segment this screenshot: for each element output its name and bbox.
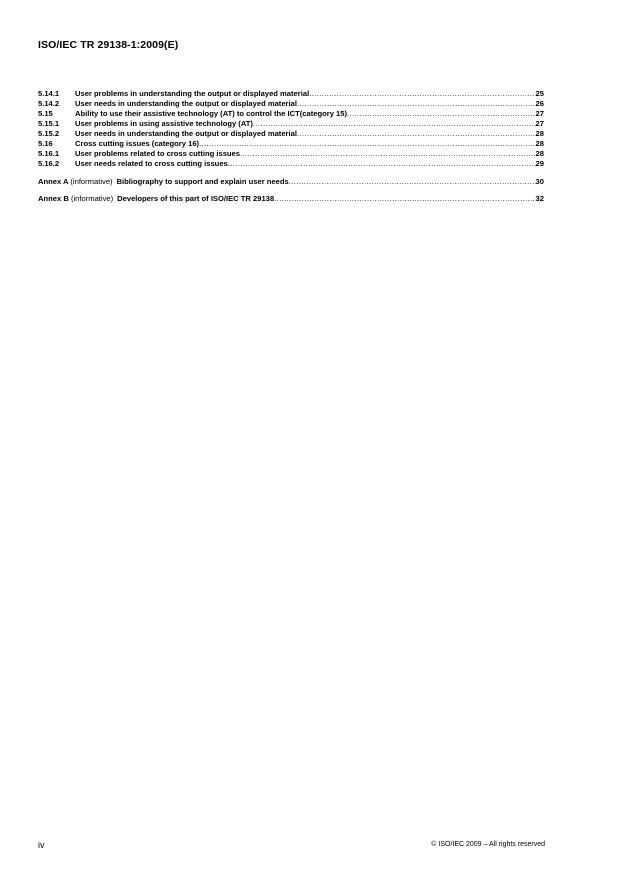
dot-leader — [253, 119, 536, 129]
toc-entry-title: User problems related to cross cutting issues — [75, 149, 241, 158]
toc-entry-number: 5.16.1 — [38, 149, 60, 158]
toc-entry-title: User problems in using assistive technology (AT) — [75, 119, 253, 128]
toc-entry-page: 25 — [535, 89, 544, 98]
toc-entry-page: 28 — [535, 149, 544, 158]
annex-id: Annex B — [38, 194, 69, 203]
annex-label — [38, 175, 117, 188]
toc-entry-title: User needs in understanding the output or displayed material — [75, 129, 297, 138]
annex-type: (informative) — [70, 177, 113, 186]
toc-entry-title: User needs in understanding the output or displayed material — [75, 99, 297, 108]
dot-leader — [274, 192, 535, 205]
dot-leader — [309, 89, 535, 99]
dot-leader — [297, 99, 536, 109]
toc-entry-page: 27 — [535, 119, 544, 128]
toc-entry-page: 28 — [535, 129, 544, 138]
toc-entry[interactable] — [38, 89, 544, 99]
page-number: iv — [38, 840, 45, 850]
toc-entry[interactable] — [38, 149, 544, 159]
toc-entry-title: Cross cutting issues (category 16) — [75, 139, 200, 148]
toc-entry-number: 5.14.1 — [38, 89, 60, 98]
toc-entry[interactable] — [38, 109, 544, 119]
copyright-notice: © ISO/IEC 2009 – All rights reserved — [431, 841, 545, 848]
toc-entry[interactable] — [38, 139, 544, 149]
toc-annex-entry[interactable] — [38, 175, 544, 188]
dot-leader — [240, 149, 536, 159]
toc-entry-number: 5.14.2 — [38, 99, 60, 108]
toc-entry-number: 5.15 — [38, 109, 53, 118]
toc-entry[interactable] — [38, 159, 544, 169]
toc-entry-number: 5.15.1 — [38, 119, 60, 128]
annex-page: 30 — [535, 177, 544, 186]
annex-id: Annex A — [38, 177, 69, 186]
table-of-contents — [38, 89, 544, 205]
toc-entry-number: 5.15.2 — [38, 129, 60, 138]
toc-entry-page: 27 — [535, 109, 544, 118]
toc-entry[interactable] — [38, 129, 544, 139]
toc-entry-page: 28 — [535, 139, 544, 148]
annex-title: Bibliography to support and explain user needs — [116, 177, 289, 186]
document-header: ISO/IEC TR 29138-1:2009(E) — [38, 39, 179, 51]
annex-type: (informative) — [70, 194, 114, 203]
toc-annex-entry[interactable] — [38, 192, 544, 205]
dot-leader — [289, 175, 536, 188]
annex-title: Developers of this part of ISO/IEC TR 29138 — [117, 194, 275, 203]
dot-leader — [199, 139, 535, 149]
toc-entry-title: User problems in understanding the output or displayed material — [75, 89, 310, 98]
dot-leader — [347, 109, 536, 119]
annex-page: 32 — [535, 194, 544, 203]
toc-entry-page: 29 — [535, 159, 544, 168]
toc-entry-number: 5.16 — [38, 139, 53, 148]
toc-entry[interactable] — [38, 99, 544, 109]
dot-leader — [228, 159, 536, 169]
toc-entry-title: Ability to use their assistive technology (AT) to control the ICT(category 15) — [75, 109, 348, 118]
toc-entry-number: 5.16.2 — [38, 159, 60, 168]
toc-entry-page: 26 — [535, 99, 544, 108]
toc-entry-title: User needs related to cross cutting issues — [75, 159, 228, 168]
annex-label — [38, 192, 117, 205]
dot-leader — [297, 129, 536, 139]
toc-entry[interactable] — [38, 119, 544, 129]
